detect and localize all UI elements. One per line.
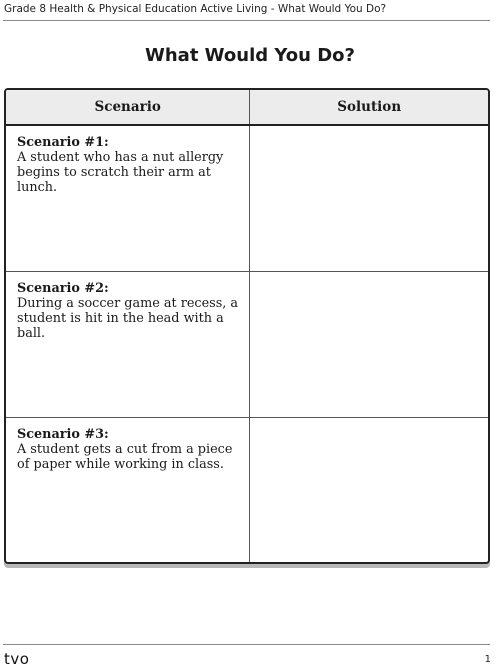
page-title: What Would You Do? [145,45,355,66]
scenario-text: A student who has a nut allergy begins to scratch their arm at lunch. [17,150,224,195]
solution-cell[interactable] [250,417,488,563]
table-row [6,125,488,271]
scenario-title: Scenario #3: [17,426,109,442]
solution-cell[interactable] [250,271,488,417]
scenario-text: During a soccer game at recess, a student is hit in the head with a ball. [17,295,239,341]
tvo-logo: tvo [4,650,30,668]
table-row [6,417,488,563]
scenario-cell [6,271,250,417]
document-header: Grade 8 Health & Physical Education Active Living - What Would You Do? [4,3,387,15]
scenario-cell [6,417,250,563]
solution-cell[interactable] [250,125,488,271]
footer-divider [3,644,490,645]
scenario-text: A student gets a cut from a piece of paper while working in class. [17,441,233,472]
column-header-scenario: Scenario [6,90,250,125]
page-number: 1 [484,654,491,665]
scenario-title: Scenario #2: [17,280,109,296]
scenario-title: Scenario #1: [17,135,109,150]
table-header-row [6,90,488,125]
scenario-table [4,88,490,564]
scenario-cell [6,125,250,271]
header-divider [3,20,490,21]
column-header-solution: Solution [250,90,488,125]
table-row [6,271,488,417]
